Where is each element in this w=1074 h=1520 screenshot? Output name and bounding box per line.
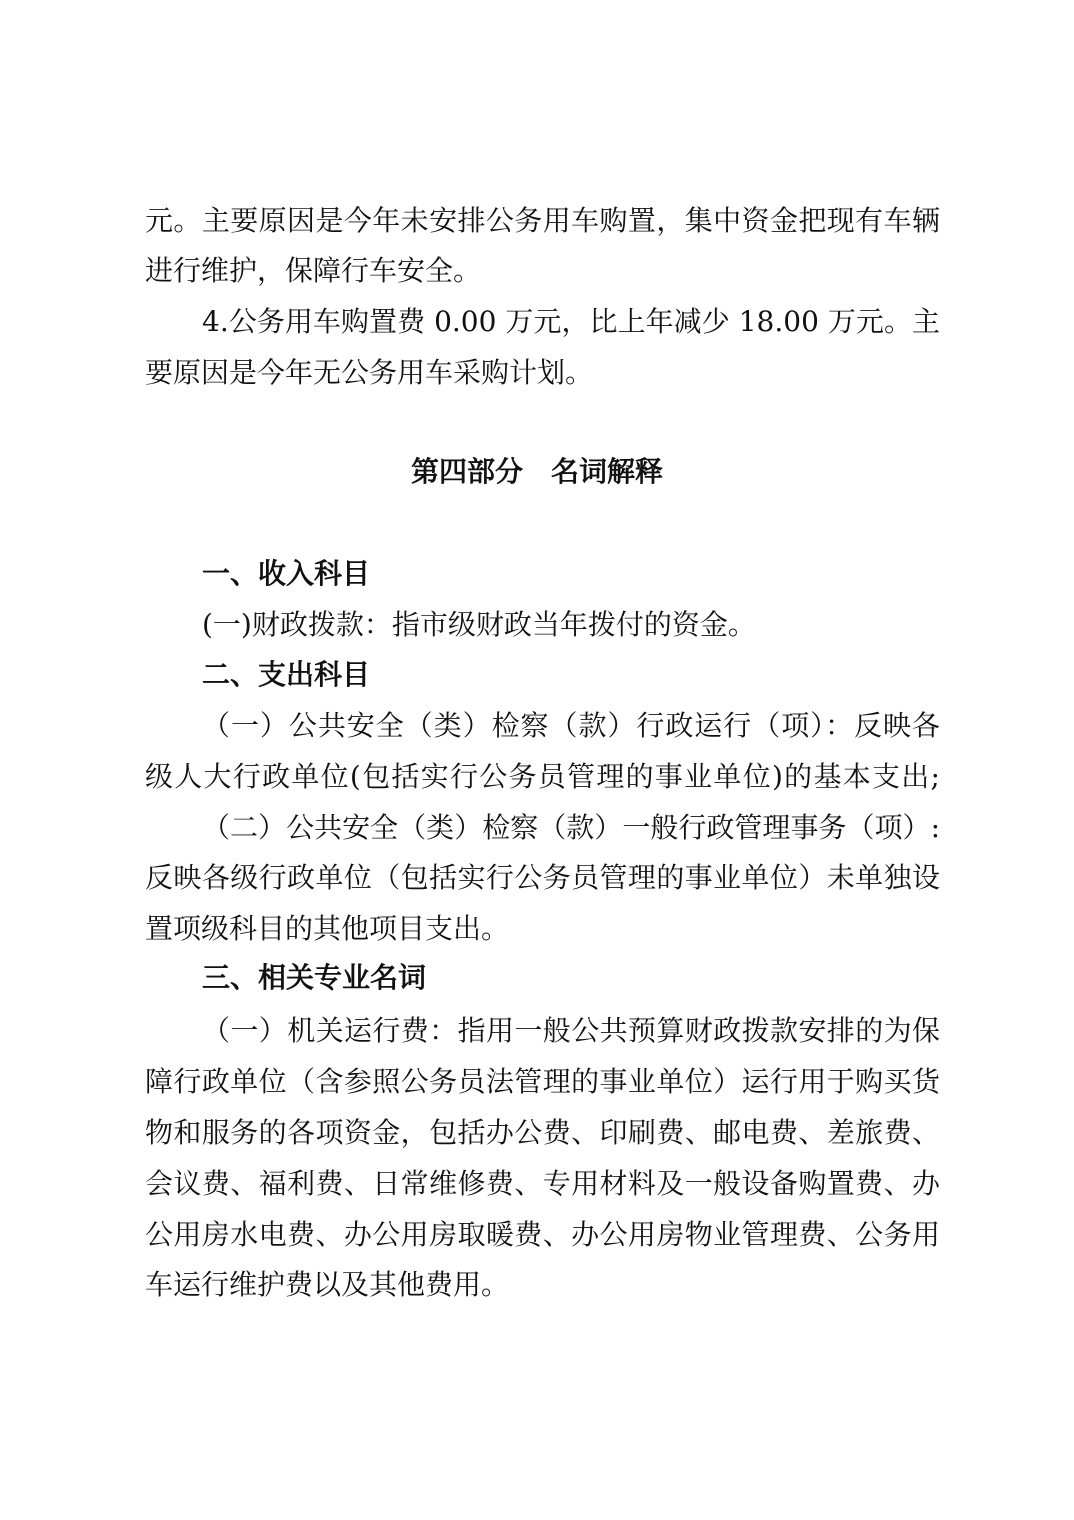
paragraph-line: 4.公务用车购置费 0.00 万元，比上年减少 18.00 万元。主 [202,305,940,338]
terms-item-line: 车运行维护费以及其他费用。 [145,1268,510,1301]
terms-item-line: 障行政单位（含参照公务员法管理的事业单位）运行用于购买货 [145,1065,940,1098]
terms-item-line: 物和服务的各项资金，包括办公费、印刷费、邮电费、差旅费、 [145,1116,940,1149]
terms-item-line: （一）机关运行费：指用一般公共预算财政拨款安排的为保 [202,1014,940,1047]
terms-item-line: 会议费、福利费、日常维修费、专用材料及一般设备购置费、办 [145,1167,940,1200]
expense-item-line: 级人大行政单位(包括实行公务员管理的事业单位)的基本支出; [145,760,940,793]
terms-heading: 三、相关专业名词 [202,961,427,994]
expense-item-line: （一）公共安全（类）检察（款）行政运行（项）：反映各 [202,709,940,742]
terms-item-line: 公用房水电费、办公用房取暖费、办公用房物业管理费、公务用 [145,1218,940,1251]
expense-item-line: 反映各级行政单位（包括实行公务员管理的事业单位）未单独设 [145,861,940,894]
income-item: (一)财政拨款：指市级财政当年拨付的资金。 [202,608,756,641]
paragraph-line: 元。主要原因是今年未安排公务用车购置，集中资金把现有车辆 [145,204,940,237]
paragraph-line: 进行维护，保障行车安全。 [145,254,482,287]
section-title: 第四部分 名词解释 [410,455,663,488]
expense-item-line: 置项级科目的其他项目支出。 [145,912,510,945]
expense-item-line: （二）公共安全（类）检察（款）一般行政管理事务（项）: [202,811,940,844]
income-heading: 一、收入科目 [202,557,371,590]
paragraph-line: 要原因是今年无公务用车采购计划。 [145,356,594,389]
expense-heading: 二、支出科目 [202,658,371,691]
